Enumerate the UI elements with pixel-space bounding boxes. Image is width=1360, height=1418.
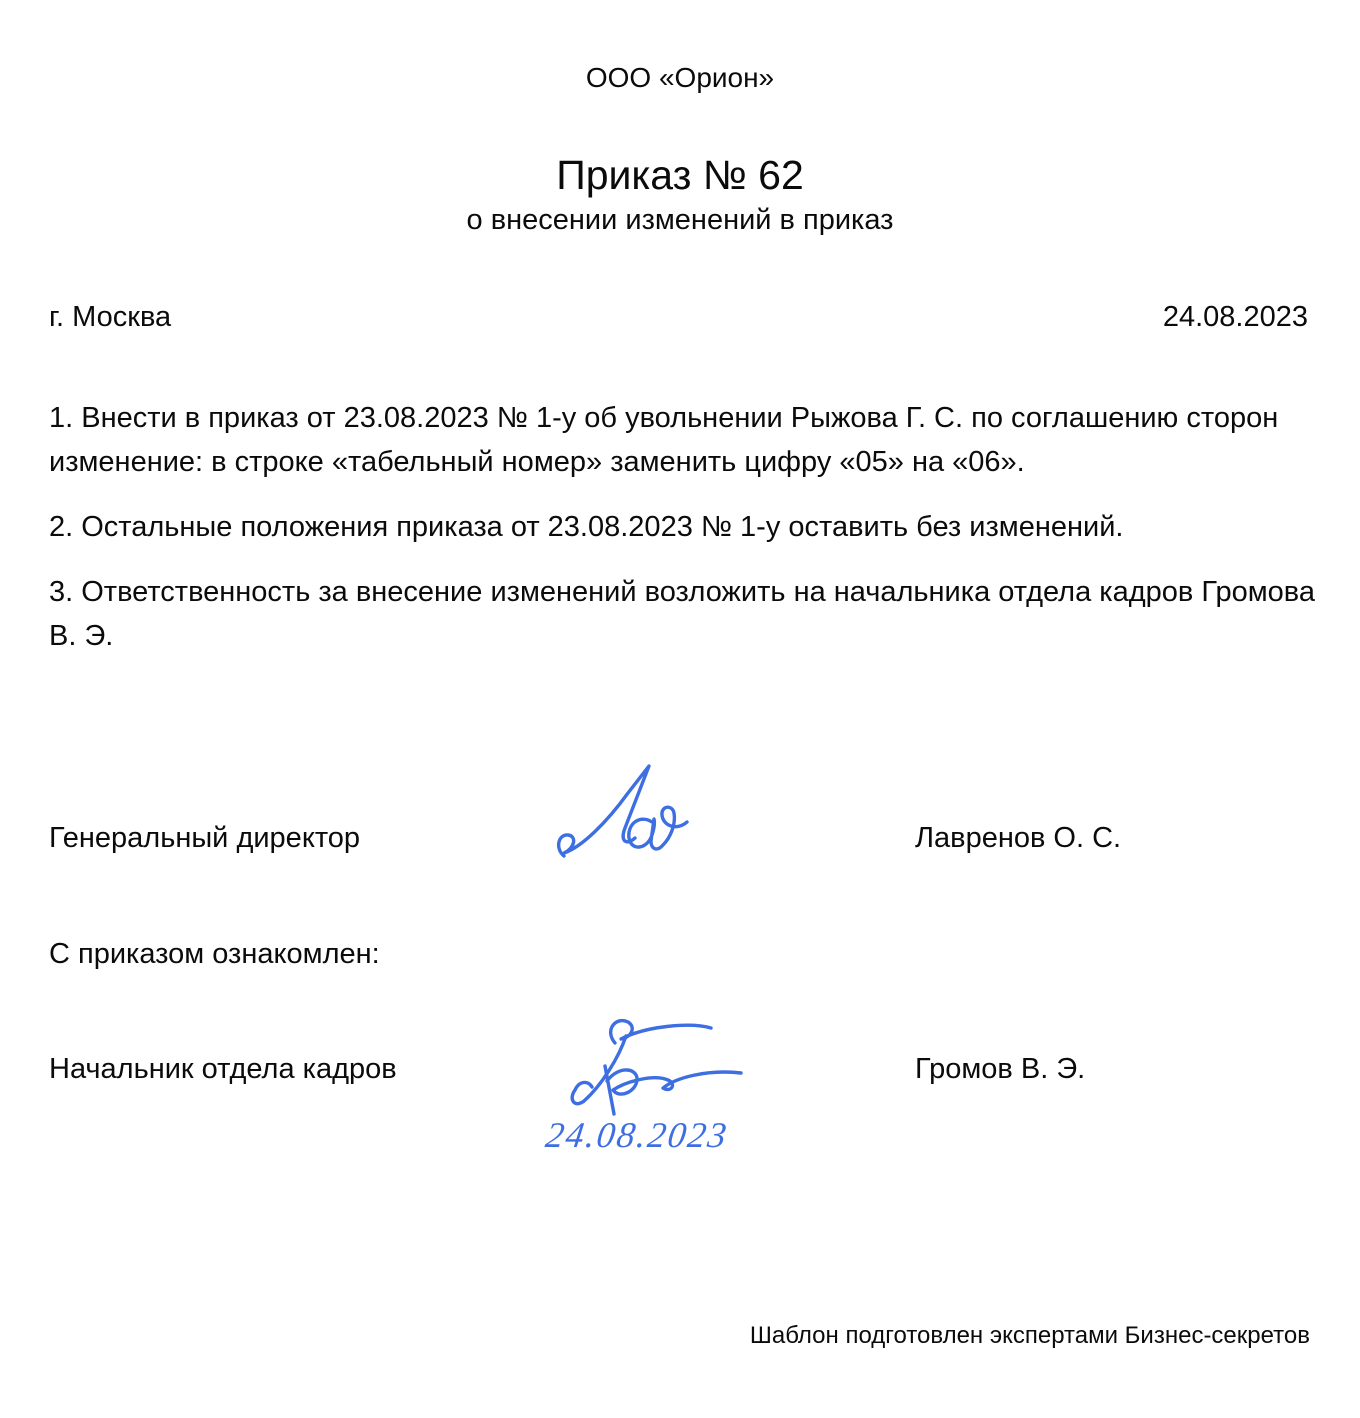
order-paragraph-1: 1. Внести в приказ от 23.08.2023 № 1-у об увольнении Рыжова Г. С. по соглашению сторон изменение: в строке «табельный номер» заменить цифру «05» на «06». <box>49 402 1279 478</box>
director-signature-image <box>552 762 708 880</box>
director-name: Лавренов О. С. <box>915 822 1122 854</box>
hr-handwritten-date: 24.08.2023 <box>543 1115 731 1155</box>
document-subtitle: о внесении изменений в приказ <box>466 204 894 236</box>
company-name: ООО «Орион» <box>585 62 775 93</box>
hr-signature-image <box>538 1010 750 1122</box>
template-credit-footer: Шаблон подготовлен экспертами Бизнес-секретов <box>749 1322 1310 1349</box>
acknowledgement-label: С приказом ознакомлен: <box>49 938 380 970</box>
document-date: 24.08.2023 <box>1162 301 1308 333</box>
director-role-label: Генеральный директор <box>49 822 361 854</box>
hr-role-label: Начальник отдела кадров <box>49 1053 397 1085</box>
hr-name: Громов В. Э. <box>915 1053 1086 1085</box>
order-paragraph-2: 2. Остальные положения приказа от 23.08.2023 № 1-у оставить без изменений. <box>49 511 1124 543</box>
document-city: г. Москва <box>49 301 172 333</box>
order-paragraph-3: 3. Ответственность за внесение изменений возложить на начальника отдела кадров Громова В. Э. <box>49 576 1315 652</box>
document-title: Приказ № 62 <box>556 152 804 198</box>
